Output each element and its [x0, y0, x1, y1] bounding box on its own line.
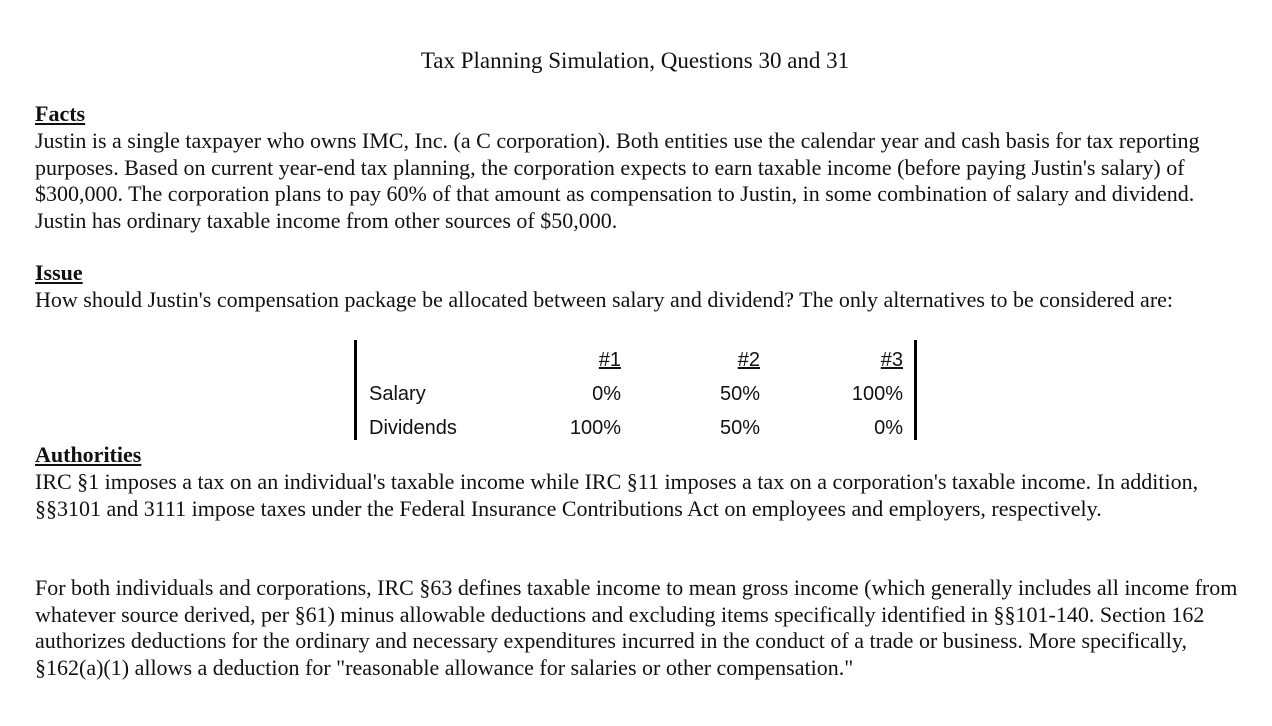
table-cell: 100% [569, 417, 621, 439]
issue-paragraph: How should Justin's compensation package be allocated between salary and dividend? The only alternatives to be considered are: [35, 287, 1174, 312]
table-cell: 50% [719, 383, 760, 405]
authorities-paragraph-2: For both individuals and corporations, IRC §63 defines taxable income to mean gross income (which generally includes all income from whatever source derived, per §61) minus allowable deductions and excluding items specifically identified in §§101-140. Section 162 authorizes deductions for the ordinary and necessary expenditures incurred in the conduct of a trade or business. More specifically, §162(a)(1) allows a deduction for "reasonable allowance for salaries or other compensation." [35, 575, 1238, 680]
column-header: #3 [880, 349, 903, 371]
row-label-dividends: Dividends [369, 417, 457, 439]
facts-heading: Facts [35, 101, 86, 126]
column-header: #1 [598, 349, 621, 371]
issue-heading: Issue [35, 260, 83, 285]
facts-paragraph: Justin is a single taxpayer who owns IMC, Inc. (a C corporation). Both entities use the calendar year and cash basis for tax reporting purposes. Based on current year-end tax planning, the corporation expects to earn taxable income (before paying Justin's salary) of $300,000. The corporation plans to pay 60% of that amount as compensation to Justin, in some combination of salary and dividend. Justin has ordinary taxable income from other sources of $50,000. [35, 128, 1200, 233]
table-cell: 50% [719, 417, 760, 439]
table-cell: 0% [592, 383, 621, 405]
column-header: #2 [737, 349, 760, 371]
authorities-heading: Authorities [35, 442, 142, 467]
page-title: Tax Planning Simulation, Questions 30 and 31 [420, 48, 850, 73]
table-cell: 100% [851, 383, 903, 405]
authorities-paragraph-1: IRC §1 imposes a tax on an individual's taxable income while IRC §11 imposes a tax on a corporation's taxable income. In addition, §§3101 and 3111 impose taxes under the Federal Insurance Contributions Act on employees and employers, respectively. [35, 469, 1199, 521]
alternatives-table [354, 340, 917, 440]
table-cell: 0% [874, 417, 903, 439]
row-label-salary: Salary [369, 383, 426, 405]
